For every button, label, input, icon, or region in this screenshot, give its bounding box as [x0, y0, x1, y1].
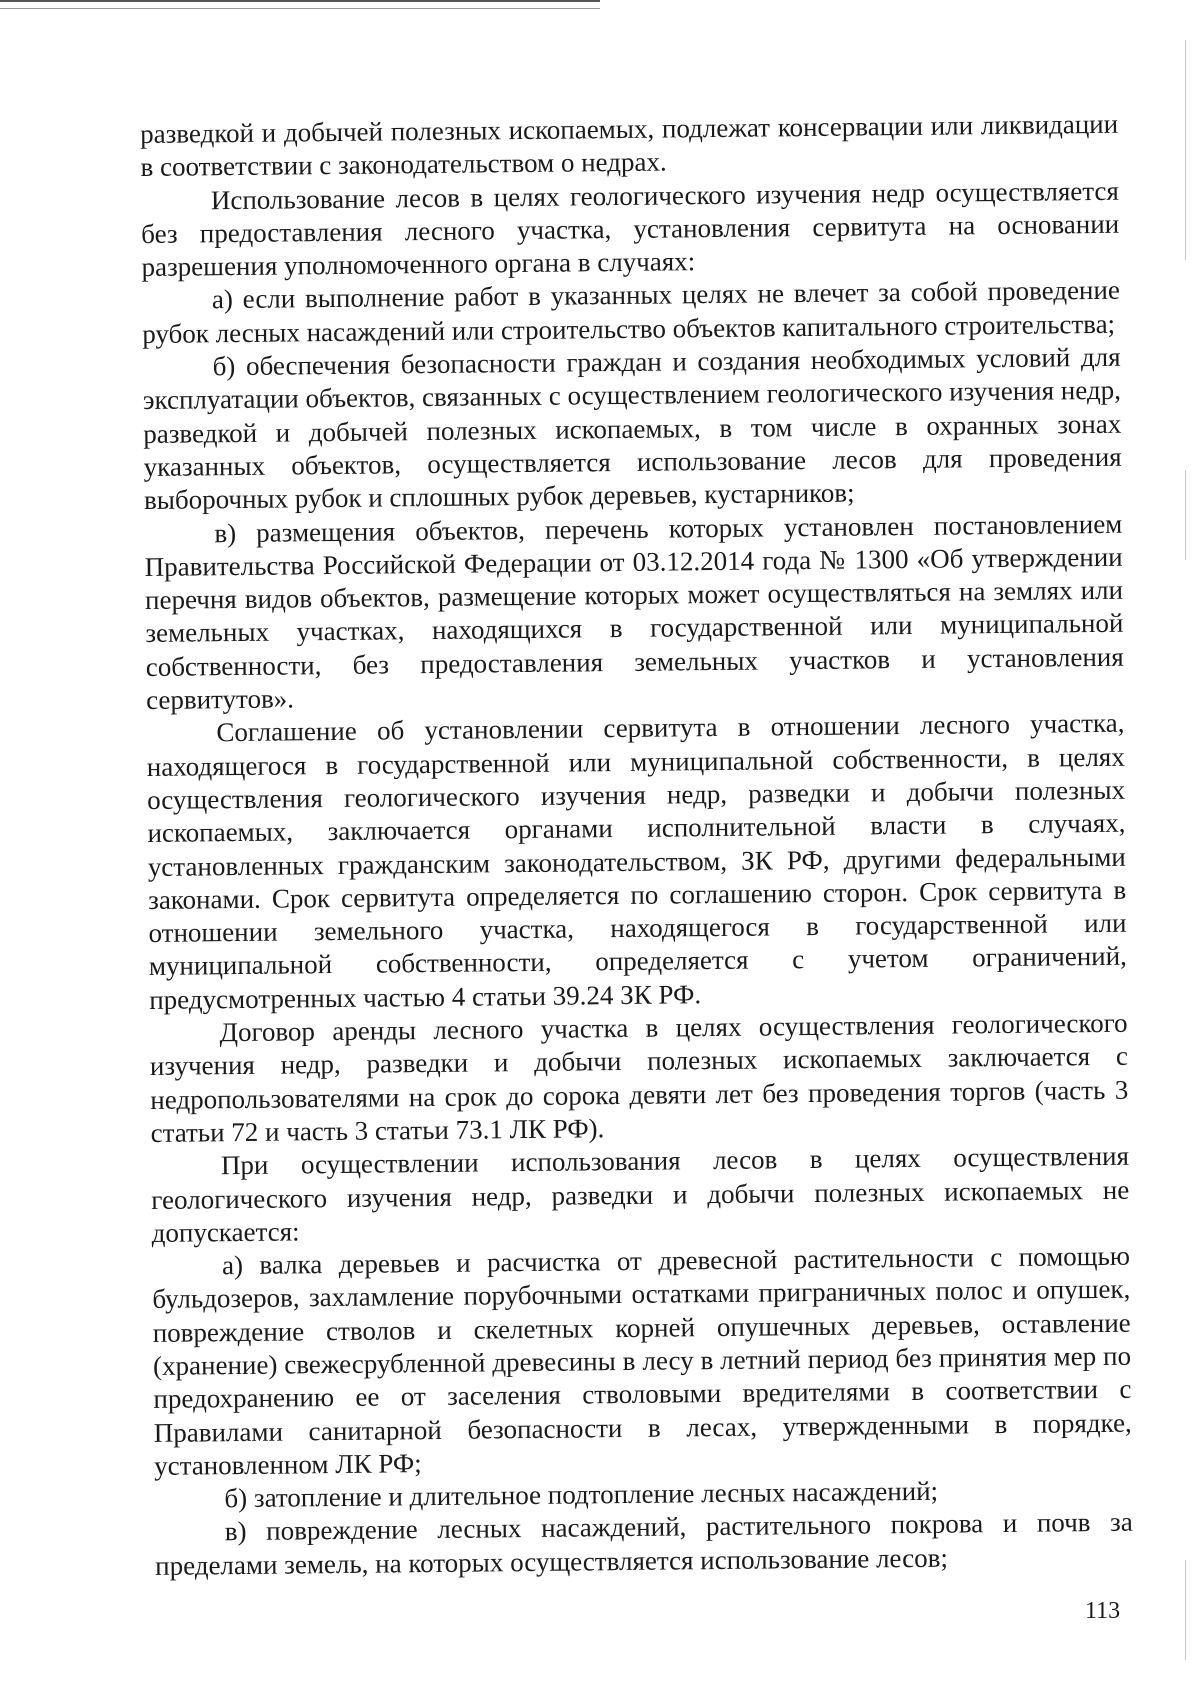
paragraph: разведкой и добычей полезных ископаемых, подлежат консервации или ликвидации в соответствии с законодательством о недрах. — [140, 108, 1119, 183]
paragraph: Договор аренды лесного участка в целях осуществления геологического изучения недр, разведки и добычи полезных ископаемых заключается с недропользователями на срок до сорока девяти лет без проведения торгов (часть 3 статьи 72 и часть 3 статьи 73.1 ЛК РФ). — [149, 1007, 1129, 1148]
paragraph: При осуществлении использования лесов в целях осуществления геологического изучения недр, разведки и добычи полезных ископаемых не допускается: — [151, 1140, 1130, 1248]
list-item-v: в) размещения объектов, перечень которых установлен постановлением Правительства Российской Федерации от 03.12.2014 года № 1300 «Об утверждении перечня видов объектов, размещение которых может осуществляться на землях или земельных участках, находящихся в государственной или муниципальной собственности, без предоставления земельных участков и установления сервитутов». — [144, 508, 1124, 716]
scan-top-line-secondary — [0, 8, 600, 9]
paragraph: Соглашение об установлении сервитута в отношении лесного участка, находящегося в государственной или муниципальной собственности, в целях осуществления геологического изучения недр, разведки и добычи полезных ископаемых, заключается органами исполнительной власти в случаях, установленных гражданским законодательством, ЗК РФ, другими федеральными законами. Срок сервитута определяется по соглашению сторон. Срок сервитута в отношении земельного участка, находящегося в государственной или муниципальной собственности, определяется с учетом ограничений, предусмотренных частью 4 статьи 39.24 ЗК РФ. — [146, 708, 1127, 1015]
scan-edge-mark — [1185, 1560, 1186, 1660]
list-item-b: б) затопление и длительное подтопление лесных насаждений; — [224, 1475, 939, 1514]
paragraph: Использование лесов в целях геологического изучения недр осуществляется без предоставления лесного участка, установления сервитута на основании разрешения уполномоченного органа в случаях: — [141, 175, 1120, 283]
document-body — [140, 108, 1133, 1583]
list-item-a: а) валка деревьев и расчистка от древесной растительности с помощью бульдозеров, захламление порубочными остатками приграничных полос и опушек, повреждение стволов и скелетных корней опушечных деревьев, оставление (хранение) свежесрубленной древесины в лесу в летний период без принятия мер по предохранению ее от заселения стволовыми вредителями в соответствии с Правилами санитарной безопасности в лесах, утвержденными в порядке, установленном ЛК РФ; — [152, 1240, 1132, 1481]
scan-edge-mark — [1185, 40, 1186, 260]
page-number: 113 — [1085, 1598, 1121, 1624]
list-item-v: в) повреждение лесных насаждений, растительного покрова и почв за пределами земель, на которых осуществляется использование лесов; — [155, 1507, 1133, 1581]
scan-edge-mark — [1185, 470, 1186, 560]
list-item-a: а) если выполнение работ в указанных целях не влечет за собой проведение рубок лесных насаждений или строительство объектов капитального строительства; — [142, 275, 1121, 349]
scan-top-line — [0, 0, 600, 2]
list-item-b: б) обеспечения безопасности граждан и создания необходимых условий для эксплуатации объектов, связанных с осуществлением геологического изучения недр, разведкой и добычей полезных ископаемых, в том числе в охранных зонах указанных объектов, осуществляется использование лесов для проведения выборочных рубок и сплошных рубок деревьев, кустарников; — [142, 341, 1122, 516]
